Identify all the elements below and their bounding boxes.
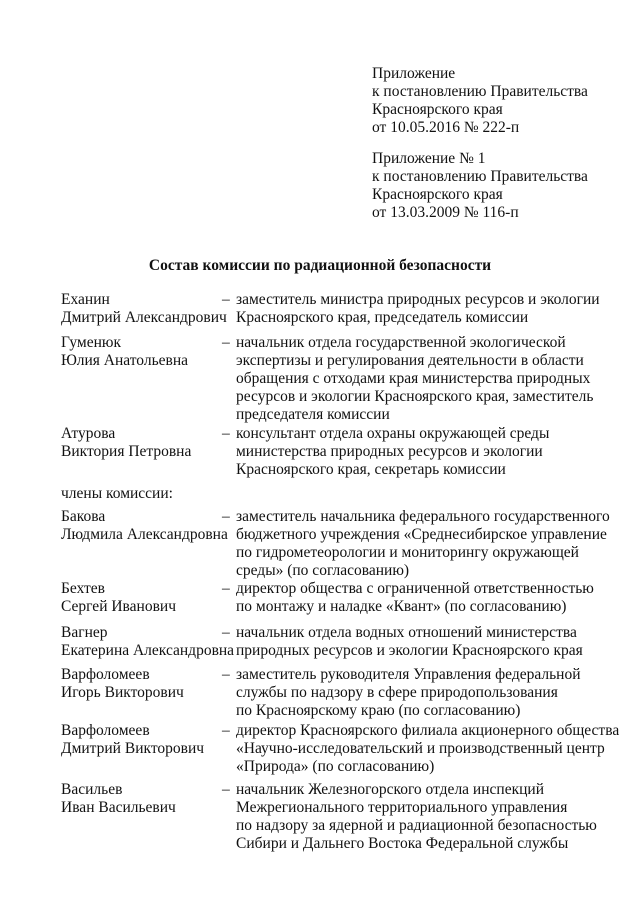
member-role xyxy=(236,291,631,327)
member-name xyxy=(61,722,229,758)
role-line: начальник отдела государственной экологической xyxy=(236,334,566,351)
members-label: члены комиссии: xyxy=(61,485,173,502)
surname: Вагнер xyxy=(61,624,108,641)
role-line: консультант отдела охраны окружающей среды xyxy=(236,425,550,442)
role-line: Сибири и Дальнего Востока Федеральной службы xyxy=(236,835,569,852)
separator-dash: – xyxy=(222,508,230,525)
role-line: по надзору за ядерной и радиационной безопасностью xyxy=(236,817,597,834)
separator-dash: – xyxy=(222,624,230,641)
surname: Варфоломеев xyxy=(61,722,150,739)
separator-dash: – xyxy=(222,781,230,798)
given-names: Игорь Викторович xyxy=(61,684,184,701)
role-line: обращения с отходами края министерства природных xyxy=(236,370,591,387)
role-line: председателя комиссии xyxy=(236,406,390,423)
role-line: среды» (по согласованию) xyxy=(236,562,410,579)
member-role xyxy=(236,508,631,580)
member-role xyxy=(236,334,631,424)
surname: Атурова xyxy=(61,425,116,442)
role-line: бюджетного учреждения «Среднесибирское управление xyxy=(236,526,607,543)
given-names: Сергей Иванович xyxy=(61,598,177,615)
appendix-line: от 13.03.2009 № 116-п xyxy=(372,204,519,221)
member-name xyxy=(61,425,229,461)
appendix-line: от 10.05.2016 № 222-п xyxy=(372,119,520,136)
given-names: Людмила Александровна xyxy=(61,526,228,543)
member-role xyxy=(236,781,631,853)
appendix-line: Красноярского края xyxy=(372,101,503,118)
separator-dash: – xyxy=(222,666,230,683)
surname: Васильев xyxy=(61,781,123,798)
role-line: директор Красноярского филиала акционерного общества xyxy=(236,722,620,739)
given-names: Дмитрий Александрович xyxy=(61,309,227,326)
role-line: службы по надзору в сфере природопользования xyxy=(236,684,558,701)
member-name xyxy=(61,781,229,817)
separator-dash: – xyxy=(222,425,230,442)
role-line: по монтажу и наладке «Квант» (по согласованию) xyxy=(236,598,567,615)
member-name xyxy=(61,580,229,616)
role-line: ресурсов и экологии Красноярского края, заместитель xyxy=(236,388,594,405)
member-name xyxy=(61,624,235,660)
separator-dash: – xyxy=(222,722,230,739)
given-names: Юлия Анатольевна xyxy=(61,352,189,369)
member-role xyxy=(236,722,631,776)
member-name xyxy=(61,666,229,702)
member-name xyxy=(61,291,229,327)
appendix-line: Приложение № 1 xyxy=(372,150,486,167)
role-line: по Красноярскому краю (по согласованию) xyxy=(236,702,521,719)
given-names: Иван Васильевич xyxy=(61,799,176,816)
role-line: начальник Железногорского отдела инспекций xyxy=(236,781,544,798)
role-line: заместитель начальника федерального государственного xyxy=(236,508,610,525)
member-role xyxy=(236,580,631,616)
role-line: природных ресурсов и экологии Красноярского края xyxy=(236,642,583,659)
surname: Еханин xyxy=(61,291,110,308)
role-line: экспертизы и регулирования деятельности в области xyxy=(236,352,584,369)
surname: Гуменюк xyxy=(61,334,122,351)
member-role xyxy=(236,624,631,660)
role-line: «Научно-исследовательский и производственный центр xyxy=(236,740,605,757)
appendix-header-original xyxy=(372,150,634,222)
member-name xyxy=(61,508,229,544)
role-line: директор общества с ограниченной ответственностью xyxy=(236,580,594,597)
role-line: начальник отдела водных отношений министерства xyxy=(236,624,577,641)
separator-dash: – xyxy=(222,580,230,597)
role-line: «Природа» (по согласованию) xyxy=(236,758,435,775)
role-line: Красноярского края, председатель комиссии xyxy=(236,309,529,326)
separator-dash: – xyxy=(222,291,230,308)
role-line: Красноярского края, секретарь комиссии xyxy=(236,461,506,478)
surname: Бехтев xyxy=(61,580,105,597)
role-line: заместитель министра природных ресурсов и экологии xyxy=(236,291,600,308)
appendix-line: Приложение xyxy=(372,65,456,82)
document-title: Состав комиссии по радиационной безопасности xyxy=(148,257,492,274)
given-names: Дмитрий Викторович xyxy=(61,740,205,757)
role-line: заместитель руководителя Управления федеральной xyxy=(236,666,581,683)
given-names: Виктория Петровна xyxy=(61,443,192,460)
role-line: министерства природных ресурсов и экологии xyxy=(236,443,543,460)
role-line: по гидрометеорологии и мониторингу окружающей xyxy=(236,544,579,561)
appendix-line: к постановлению Правительства xyxy=(372,83,588,100)
member-role xyxy=(236,425,631,479)
member-name xyxy=(61,334,229,370)
surname: Варфоломеев xyxy=(61,666,150,683)
separator-dash: – xyxy=(222,334,230,351)
given-names: Екатерина Александровна xyxy=(61,642,235,659)
surname: Бакова xyxy=(61,508,106,525)
role-line: Межрегионального территориального управления xyxy=(236,799,568,816)
appendix-line: к постановлению Правительства xyxy=(372,168,588,185)
appendix-line: Красноярского края xyxy=(372,186,503,203)
appendix-header-current xyxy=(372,65,634,137)
member-role xyxy=(236,666,631,720)
